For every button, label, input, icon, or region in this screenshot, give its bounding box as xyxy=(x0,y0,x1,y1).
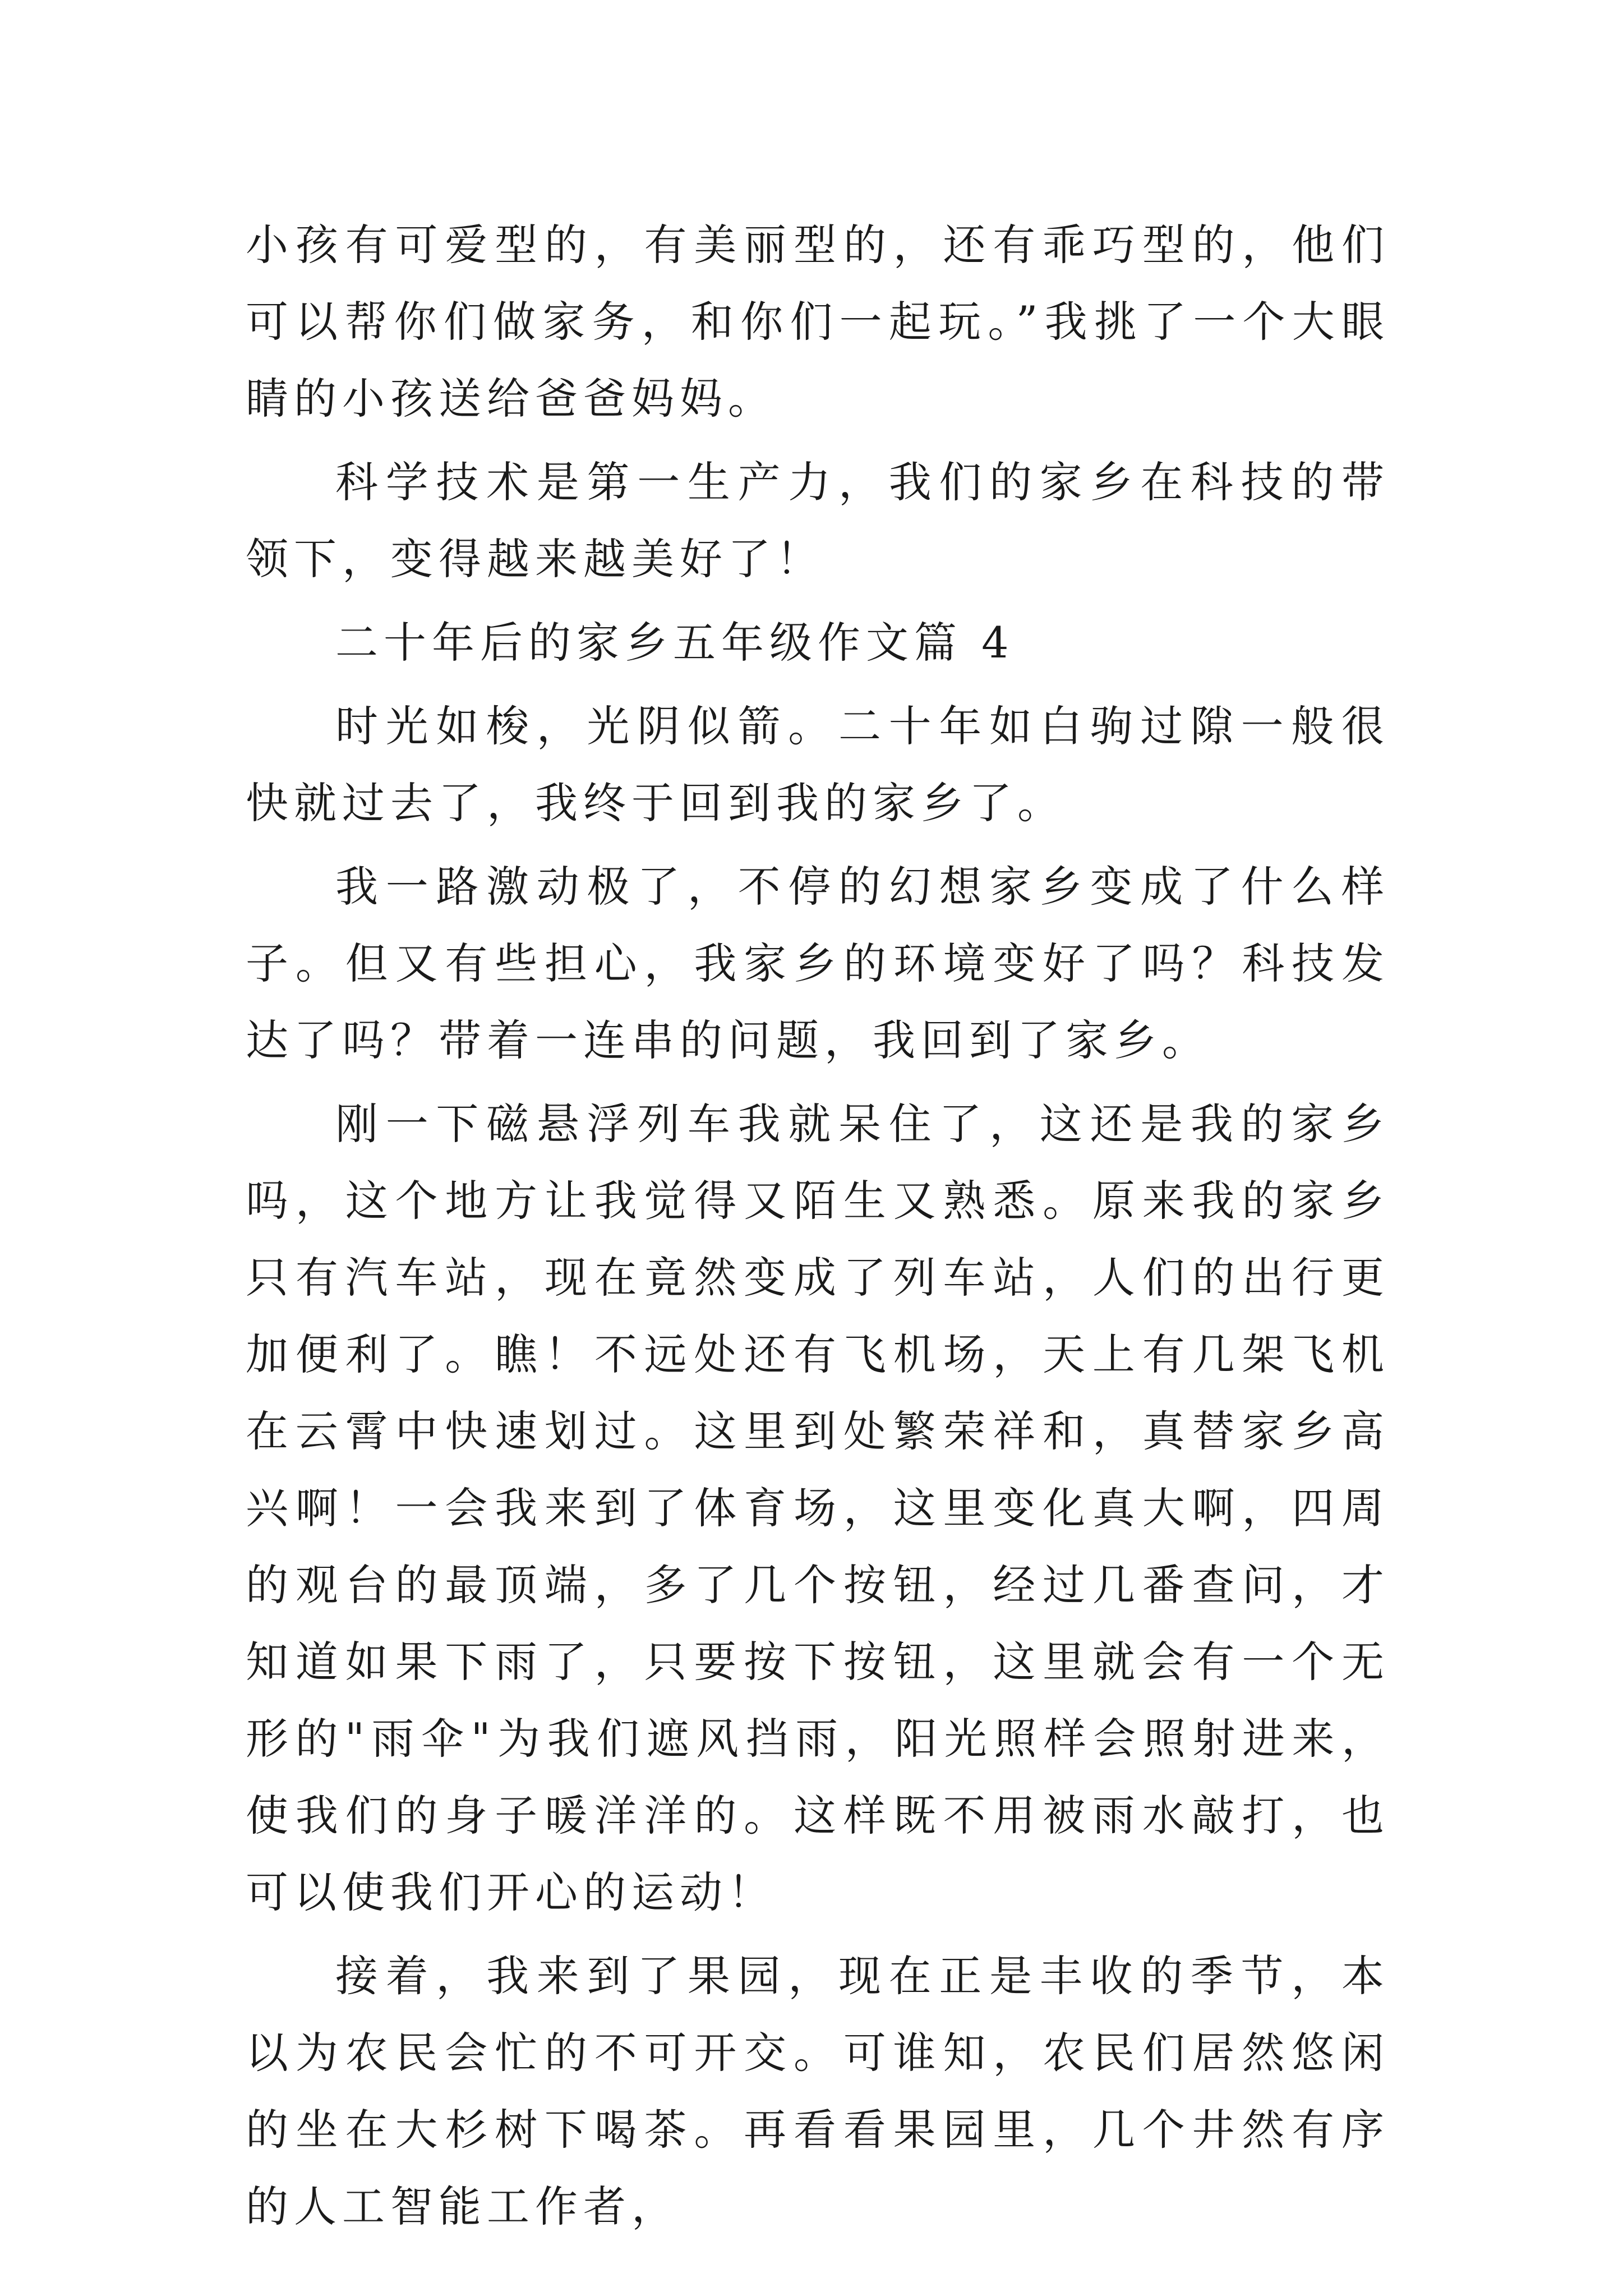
paragraph-conclusion: 科学技术是第一生产力，我们的家乡在科技的带领下，变得越来越美好了！ xyxy=(246,457,1390,584)
paragraph-arrival: 刚一下磁悬浮列车我就呆住了，这还是我的家乡吗，这个地方让我觉得又陌生又熟悉。原来我的家乡只有汽车站，现在竟然变成了列车站，人们的出行更加便利了。瞧！不远处还有飞机场，天上有几架飞机在云霄中快速划过。这里到处繁荣祥和，真替家乡高兴啊！一会我来到了体育场，这里变化真大啊，四周的观台的最顶端，多了几个按钮，经过几番查问，才知道如果下雨了，只要按下按钮，这里就会有一个无形的"雨伞"为我们遮风挡雨，阳光照样会照射进来，使我们的身子暖洋洋的。这样既不用被雨水敲打，也可以使我们开心的运动！ xyxy=(246,1099,1390,1917)
paragraph-intro: 时光如梭，光阴似箭。二十年如白驹过隙一般很快就过去了，我终于回到我的家乡了。 xyxy=(246,701,1390,828)
paragraph-journey: 我一路激动极了，不停的幻想家乡变成了什么样子。但又有些担心，我家乡的环境变好了吗？科技发达了吗？带着一连串的问题，我回到了家乡。 xyxy=(246,862,1390,1065)
section-title: 二十年后的家乡五年级作文篇 4 xyxy=(335,618,1015,668)
paragraph-continuation: 小孩有可爱型的，有美丽型的，还有乖巧型的，他们可以帮你们做家务，和你们一起玩。”我挑了一个大眼睛的小孩送给爸爸妈妈。 xyxy=(246,220,1390,424)
paragraph-orchard: 接着，我来到了果园，现在正是丰收的季节，本以为农民会忙的不可开交。可谁知，农民们居然悠闲的坐在大杉树下喝茶。再看看果园里，几个井然有序的人工智能工作者， xyxy=(246,1951,1390,2231)
article-body xyxy=(246,206,1390,2252)
